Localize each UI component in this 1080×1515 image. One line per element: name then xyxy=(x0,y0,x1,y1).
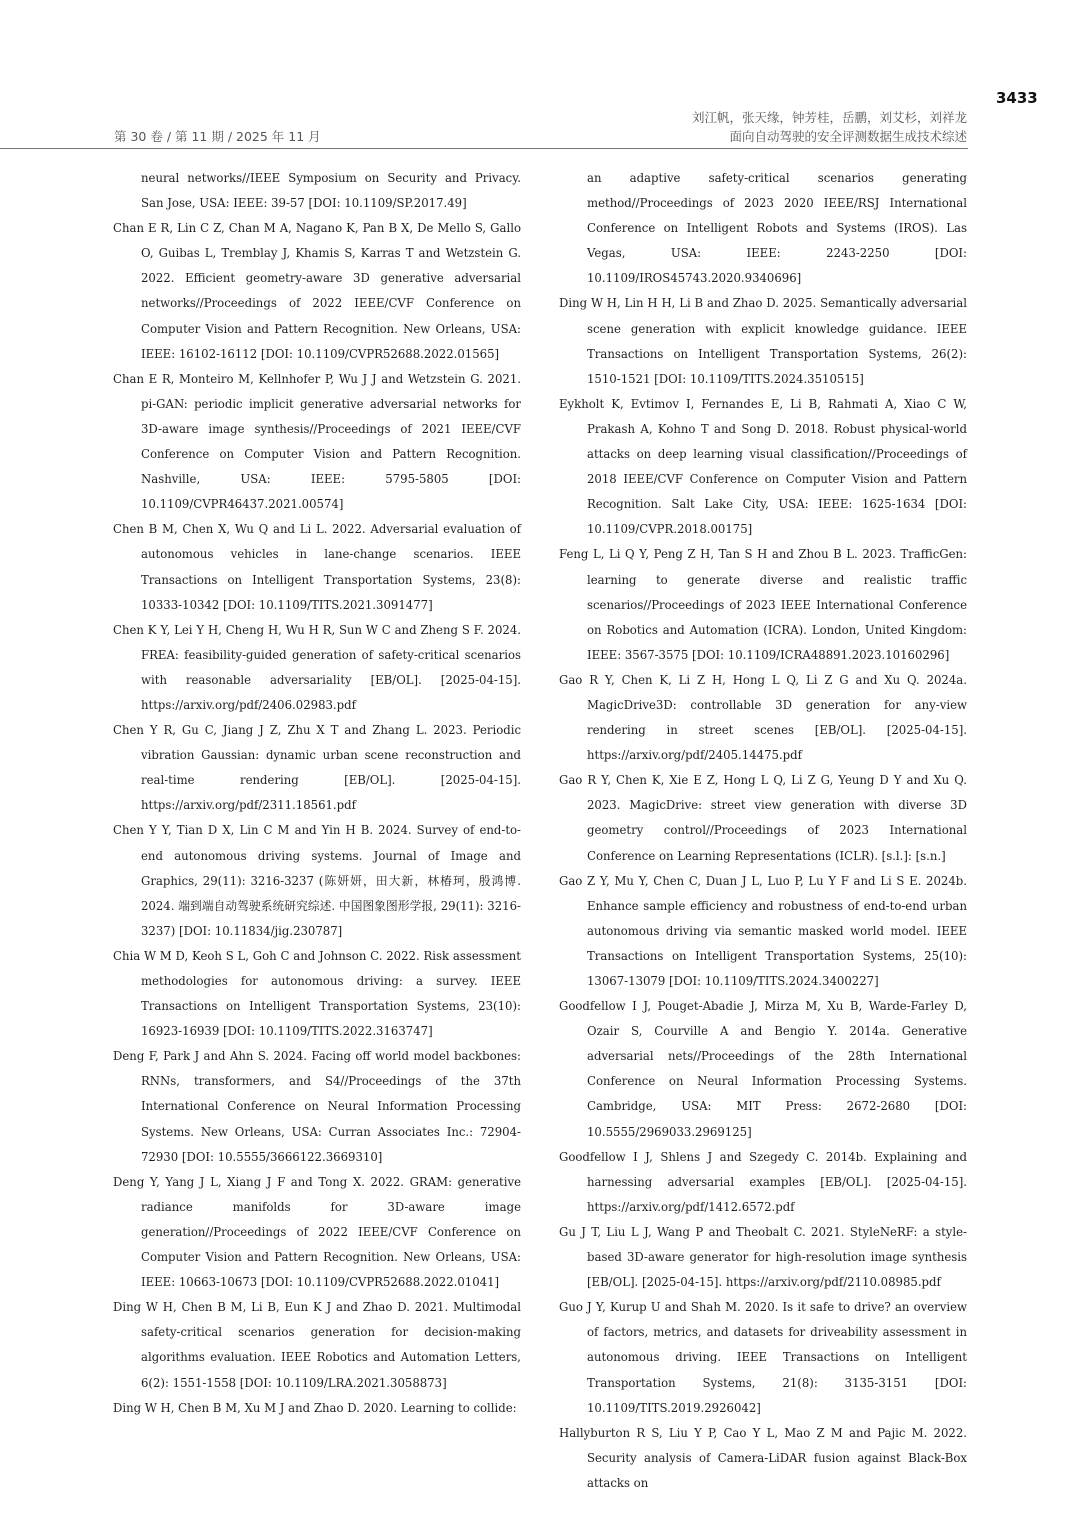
reference-entry: Gu J T, Liu L J, Wang P and Theobalt C. 2021. StyleNeRF: a style-based 3D-aware generator for high-resolution image synthesis [EB/OL]. [2025-04-15]. https://arxiv.org/pdf/2110.08985.pdf xyxy=(559,1224,967,1290)
reference-entry: Feng L, Li Q Y, Peng Z H, Tan S H and Zhou B L. 2023. TrafficGen: learning to generate diverse and realistic traffic scenarios//Proceedings of 2023 IEEE International Conference on Robotics and Automation (ICRA). London, United Kingdom: IEEE: 3567-3575 [DOI: 10.1109/ICRA48891.2023.10160296] xyxy=(559,547,967,662)
reference-entry: Gao R Y, Chen K, Xie E Z, Hong L Q, Li Z G, Yeung D Y and Xu Q. 2023. MagicDrive: street view generation with diverse 3D geometry control//Proceedings of 2023 International Conference on Learning Representations (ICLR). [s.l.]: [s.n.] xyxy=(559,773,967,863)
reference-entry: Gao Z Y, Mu Y, Chen C, Duan J L, Luo P, Lu Y F and Li S E. 2024b. Enhance sample efficiency and robustness of end-to-end urban autonomous driving via semantic masked world model. IEEE Transactions on Intelligent Transportation Systems, 25(10): 13067-13079 [DOI: 10.1109/TITS.2024.3400227] xyxy=(559,873,967,988)
reference-entry: Eykholt K, Evtimov I, Fernandes E, Li B, Rahmati A, Xiao C W, Prakash A, Kohno T and Song D. 2018. Robust physical-world attacks on deep learning visual classification//Proceedings of 2018 IEEE/CVF Conference on Computer Vision and Pattern Recognition. Salt Lake City, USA: IEEE: 1625-1634 [DOI: 10.1109/CVPR.2018.00175] xyxy=(559,396,967,537)
running-authors: 刘江帆，张天缘，钟芳桂，岳鹏，刘艾杉，刘祥龙 xyxy=(691,110,967,125)
reference-entry: Chen Y R, Gu C, Jiang J Z, Zhu X T and Zhang L. 2023. Periodic vibration Gaussian: dynamic urban scene reconstruction and real-time rendering [EB/OL]. [2025-04-15]. https://arxiv.org/pdf/2311.18561.pdf xyxy=(113,723,521,813)
reference-entry: Deng F, Park J and Ahn S. 2024. Facing off world model backbones: RNNs, transformers, and S4//Proceedings of the 37th International Conference on Neural Information Processing Systems. New Orleans, USA: Curran Associates Inc.: 72904-72930 [DOI: 10.5555/3666122.3669310] xyxy=(113,1049,521,1164)
reference-entry: an adaptive safety-critical scenarios generating method//Proceedings of 2023 2020 IEEE/RSJ International Conference on Intelligent Robots and Systems (IROS). Las Vegas, USA: IEEE: 2243-2250 [DOI: 10.1109/IROS45743.2020.9340696] xyxy=(587,171,967,286)
reference-entry: Ding W H, Chen B M, Li B, Eun K J and Zhao D. 2021. Multimodal safety-critical scenarios generation for decision-making algorithms evaluation. IEEE Robotics and Automation Letters, 6(2): 1551-1558 [DOI: 10.1109/LRA.2021.3058873] xyxy=(113,1300,521,1390)
reference-entry: Guo J Y, Kurup U and Shah M. 2020. Is it safe to drive? an overview of factors, metrics, and datasets for driveability assessment in autonomous driving. IEEE Transactions on Intelligent Transportation Systems, 21(8): 3135-3151 [DOI: 10.1109/TITS.2019.2926042] xyxy=(559,1300,967,1415)
reference-column-right xyxy=(559,166,967,1496)
reference-entry: Ding W H, Lin H H, Li B and Zhao D. 2025. Semantically adversarial scene generation with explicit knowledge guidance. IEEE Transactions on Intelligent Transportation Systems, 26(2): 1510-1521 [DOI: 10.1109/TITS.2024.3510515] xyxy=(559,296,967,386)
reference-entry: Hallyburton R S, Liu Y P, Cao Y L, Mao Z M and Pajic M. 2022. Security analysis of Camera-LiDAR fusion against Black-Box attacks on xyxy=(559,1425,967,1490)
reference-entry: Gao R Y, Chen K, Li Z H, Hong L Q, Li Z G and Xu Q. 2024a. MagicDrive3D: controllable 3D generation for any-view rendering in street scenes [EB/OL]. [2025-04-15]. https://arxiv.org/pdf/2405.14475.pdf xyxy=(559,672,967,763)
reference-entry: Goodfellow I J, Pouget-Abadie J, Mirza M, Xu B, Warde-Farley D, Ozair S, Courville A and Bengio Y. 2014a. Generative adversarial nets//Proceedings of the 28th International Conference on Neural Information Processing Systems. Cambridge, USA: MIT Press: 2672-2680 [DOI: 10.5555/2969033.2969125] xyxy=(559,999,967,1139)
reference-entry: Chan E R, Lin C Z, Chan M A, Nagano K, Pan B X, De Mello S, Gallo O, Guibas L, Tremblay J, Khamis S, Karras T and Wetzstein G. 2022. Efficient geometry-aware 3D generative adversarial networks//Proceedings of 2022 IEEE/CVF Conference on Computer Vision and Pattern Recognition. New Orleans, USA: IEEE: 16102-16112 [DOI: 10.1109/CVPR52688.2022.01565] xyxy=(113,221,521,361)
header-rule xyxy=(0,148,968,149)
reference-entry: neural networks//IEEE Symposium on Security and Privacy. San Jose, USA: IEEE: 39-57 [DOI: 10.1109/SP.2017.49] xyxy=(141,171,521,211)
issue-line: 第 30 卷 / 第 11 期 / 2025 年 11 月 xyxy=(114,129,321,144)
reference-entry: Deng Y, Yang J L, Xiang J F and Tong X. 2022. GRAM: generative radiance manifolds for 3D-aware image generation//Proceedings of 2022 IEEE/CVF Conference on Computer Vision and Pattern Recognition. New Orleans, USA: IEEE: 10663-10673 [DOI: 10.1109/CVPR52688.2022.01041] xyxy=(113,1174,521,1290)
reference-entry: Chen Y Y, Tian D X, Lin C M and Yin H B. 2024. Survey of end-to-end autonomous driving systems. Journal of Image and Graphics, 29(11): 3216-3237 (陈妍妍，田大新，林椿珂，殷鸿博. 2024. 端到端自动驾驶系统研究综述. 中国图象图形学报, 29(11): 3216-3237) [DOI: 10.11834/jig.230787] xyxy=(113,823,521,938)
reference-entry: Chia W M D, Keoh S L, Goh C and Johnson C. 2022. Risk assessment methodologies for autonomous driving: a survey. IEEE Transactions on Intelligent Transportation Systems, 23(10): 16923-16939 [DOI: 10.1109/TITS.2022.3163747] xyxy=(113,948,521,1039)
reference-entry: Chen B M, Chen X, Wu Q and Li L. 2022. Adversarial evaluation of autonomous vehicles in lane-change scenarios. IEEE Transactions on Intelligent Transportation Systems, 23(8): 10333-10342 [DOI: 10.1109/TITS.2021.3091477] xyxy=(113,522,521,612)
reference-entry: Chan E R, Monteiro M, Kellnhofer P, Wu J J and Wetzstein G. 2021. pi-GAN: periodic implicit generative adversarial networks for 3D-aware image synthesis//Proceedings of 2021 IEEE/CVF Conference on Computer Vision and Pattern Recognition. Nashville, USA: IEEE: 5795-5805 [DOI: 10.1109/CVPR46437.2021.00574] xyxy=(113,371,521,512)
page-number: 3433 xyxy=(996,89,1038,107)
reference-entry: Ding W H, Chen B M, Xu M J and Zhao D. 2020. Learning to collide: xyxy=(113,1400,517,1415)
reference-entry: Chen K Y, Lei Y H, Cheng H, Wu H R, Sun W C and Zheng S F. 2024. FREA: feasibility-guided generation of safety-critical scenarios with reasonable adversariality [EB/OL]. [2025-04-15]. https://arxiv.org/pdf/2406.02983.pdf xyxy=(113,622,521,712)
reference-column-left xyxy=(113,166,521,1421)
running-title: 面向自动驾驶的安全评测数据生成技术综述 xyxy=(729,129,967,144)
reference-entry: Goodfellow I J, Shlens J and Szegedy C. 2014b. Explaining and harnessing adversarial examples [EB/OL]. [2025-04-15]. https://arxiv.org/pdf/1412.6572.pdf xyxy=(559,1149,967,1214)
